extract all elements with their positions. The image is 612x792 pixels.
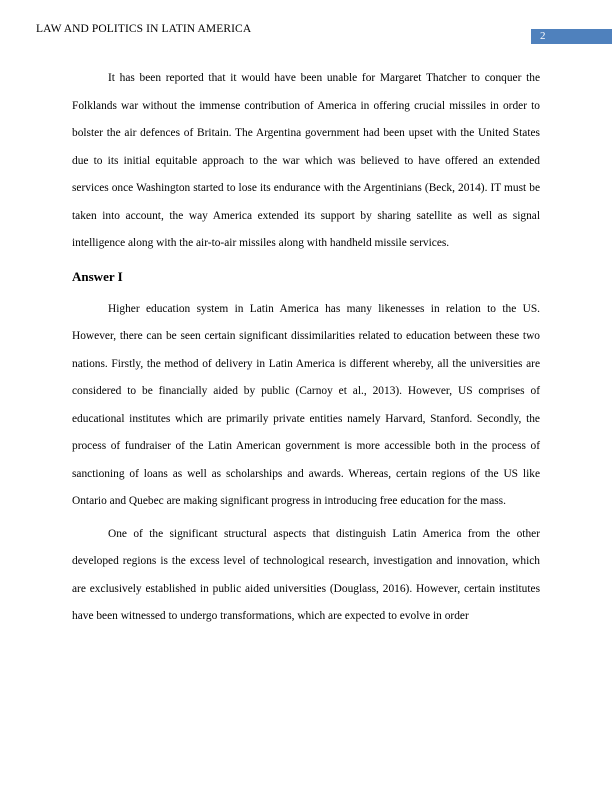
- section-heading-answer-1: Answer I: [72, 268, 123, 284]
- document-body: [72, 65, 540, 631]
- paragraph-3: One of the significant structural aspects that distinguish Latin America from the other developed regions is the excess level of technological research, investigation and innovation, which are exclusively established in public aided universities (Douglass, 2016). However, certain institutes have been witnessed to undergo transformations, which are expected to evolve in order: [72, 527, 540, 622]
- paragraph-1: It has been reported that it would have been unable for Margaret Thatcher to conquer the Folklands war without the immense contribution of America in offering crucial missiles in order to bolster the air defences of Britain. The Argentina government had been upset with the United States due to its initial equitable approach to the war which was believed to have offered an extended services once Washington started to lose its endurance with the Argentinians (Beck, 2014). IT must be taken into account, the way America extended its support by sharing satellite as well as signal intelligence along with the air-to-air missiles along with handheld missile services.: [72, 72, 540, 249]
- page-number: 2: [531, 29, 612, 44]
- running-head: LAW AND POLITICS IN LATIN AMERICA: [36, 23, 252, 35]
- paragraph-2: Higher education system in Latin America has many likenesses in relation to the US. However, there can be seen certain significant dissimilarities related to education between these two nations. Firstly, the method of delivery in Latin America is different whereby, all the universities are considered to be financially aided by public (Carnoy et al., 2013). However, US comprises of educational institutes which are primarily private entities namely Harvard, Stanford. Secondly, the process of fundraiser of the Latin American government is more accessible both in the process of sanctioning of loans as well as scholarships and awards. Whereas, certain regions of the US like Ontario and Quebec are making significant progress in introducing free education for the mass.: [72, 302, 540, 507]
